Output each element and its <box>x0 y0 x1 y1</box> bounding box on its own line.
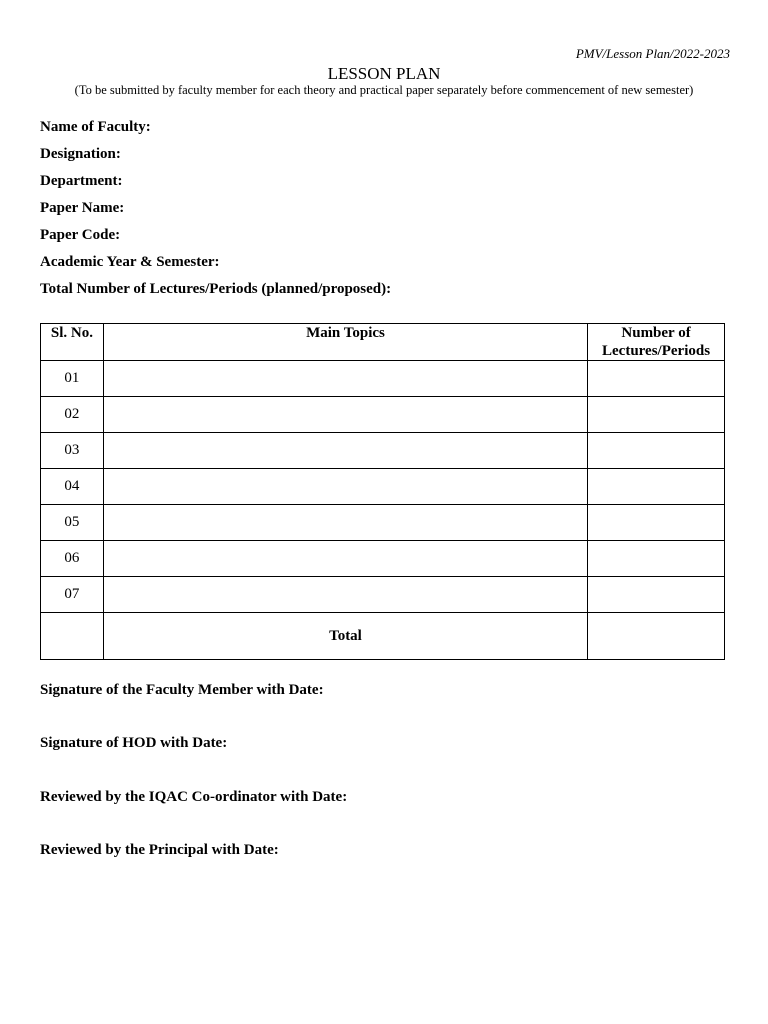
row-topic-cell[interactable] <box>103 397 587 433</box>
field-name-of-faculty: Name of Faculty: <box>40 119 151 135</box>
table-row <box>41 361 725 397</box>
header-number-of-lectures <box>588 324 725 361</box>
row-topic-cell[interactable] <box>103 433 587 469</box>
row-lectures-cell[interactable] <box>588 397 725 433</box>
row-topic-cell[interactable] <box>103 541 587 577</box>
field-academic-year-semester: Academic Year & Semester: <box>40 254 220 270</box>
field-paper-name: Paper Name: <box>40 200 125 216</box>
total-empty-cell <box>41 613 104 660</box>
field-paper-code: Paper Code: <box>40 227 121 243</box>
row-topic-cell[interactable] <box>103 361 587 397</box>
row-lectures-cell[interactable] <box>588 541 725 577</box>
row-sl-no: 04 <box>41 469 104 505</box>
row-sl-no: 05 <box>41 505 104 541</box>
header-sl-no: Sl. No. <box>41 324 104 361</box>
signature-section <box>40 681 347 894</box>
row-sl-no: 06 <box>41 541 104 577</box>
table-row <box>41 577 725 613</box>
review-principal: Reviewed by the Principal with Date: <box>40 841 279 858</box>
field-designation: Designation: <box>40 146 121 162</box>
lesson-plan-table <box>40 323 725 660</box>
row-sl-no: 03 <box>41 433 104 469</box>
total-row <box>41 613 725 660</box>
table-header-row <box>41 324 725 361</box>
row-lectures-cell[interactable] <box>588 433 725 469</box>
row-sl-no: 02 <box>41 397 104 433</box>
table-row <box>41 469 725 505</box>
header-number-line2: Lectures/Periods <box>602 343 711 359</box>
row-sl-no: 01 <box>41 361 104 397</box>
row-topic-cell[interactable] <box>103 505 587 541</box>
header-main-topics: Main Topics <box>103 324 587 361</box>
header-number-line1: Number of <box>621 325 691 341</box>
row-lectures-cell[interactable] <box>588 361 725 397</box>
row-topic-cell[interactable] <box>103 577 587 613</box>
row-lectures-cell[interactable] <box>588 469 725 505</box>
document-reference: PMV/Lesson Plan/2022-2023 <box>575 46 730 61</box>
signature-hod: Signature of HOD with Date: <box>40 735 228 752</box>
page-subtitle: (To be submitted by faculty member for each theory and practical paper separately before commencement of new semester) <box>74 83 694 97</box>
field-total-lectures: Total Number of Lectures/Periods (planned/proposed): <box>40 281 392 297</box>
table-row <box>41 397 725 433</box>
table-row <box>41 541 725 577</box>
row-sl-no: 07 <box>41 577 104 613</box>
total-value-cell[interactable] <box>588 613 725 660</box>
page-title: LESSON PLAN <box>327 64 441 83</box>
table-row <box>41 433 725 469</box>
row-topic-cell[interactable] <box>103 469 587 505</box>
field-department: Department: <box>40 173 123 189</box>
total-label: Total <box>103 613 587 660</box>
signature-faculty-member: Signature of the Faculty Member with Date: <box>40 682 324 698</box>
review-iqac-coordinator: Reviewed by the IQAC Co-ordinator with Date: <box>40 788 348 805</box>
row-lectures-cell[interactable] <box>588 577 725 613</box>
faculty-info-fields <box>40 118 391 307</box>
table-row <box>41 505 725 541</box>
row-lectures-cell[interactable] <box>588 505 725 541</box>
